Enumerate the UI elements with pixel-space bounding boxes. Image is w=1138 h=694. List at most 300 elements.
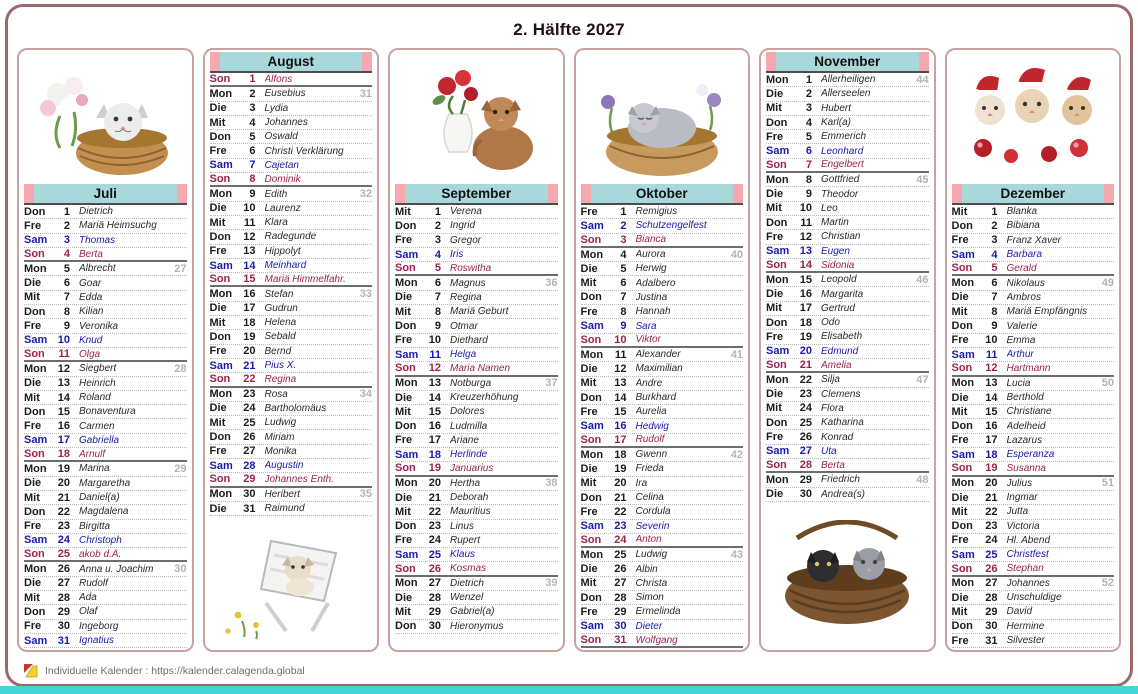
- grey-kitten: [853, 548, 885, 580]
- day-name: Adelheid: [1006, 420, 1046, 432]
- week-number: 42: [730, 448, 743, 461]
- day-name: Kilian: [79, 306, 104, 318]
- day-number: 2: [805, 87, 812, 100]
- day-number: 25: [243, 416, 256, 429]
- week-number: 40: [730, 248, 743, 261]
- day-number: 29: [428, 605, 441, 618]
- day-row: [395, 377, 558, 391]
- day-abbrev: Fre: [395, 534, 413, 547]
- day-name: Ingmar: [1006, 492, 1038, 504]
- day-abbrev: Mon: [395, 577, 418, 590]
- day-abbrev: Son: [395, 562, 416, 575]
- day-number: 21: [57, 491, 70, 504]
- day-row: [24, 348, 187, 362]
- footer: [24, 664, 305, 678]
- day-number: 7: [434, 291, 441, 304]
- day-row: [210, 102, 373, 116]
- day-name: Sidonia: [821, 259, 855, 271]
- day-number: 2: [991, 219, 998, 232]
- day-row: [210, 144, 373, 158]
- day-number: 14: [428, 391, 441, 404]
- day-name: Lydia: [264, 102, 289, 114]
- day-abbrev: Mon: [24, 563, 47, 576]
- day-abbrev: Sam: [209, 359, 233, 372]
- day-abbrev: Don: [951, 620, 973, 633]
- footer-link[interactable]: Individuelle Kalender : https://kalender.calagenda.global: [45, 665, 305, 677]
- day-abbrev: Mit: [395, 405, 411, 418]
- day-number: 27: [985, 577, 998, 590]
- day-abbrev: Mon: [395, 377, 418, 390]
- day-row: [952, 248, 1115, 262]
- day-name: Susanna: [1006, 462, 1046, 474]
- header-left-cap: [24, 184, 34, 203]
- day-number: 27: [428, 577, 441, 590]
- day-row: [395, 234, 558, 248]
- day-name: Gwenn: [635, 449, 668, 461]
- day-row: [952, 491, 1115, 505]
- day-name: Unschuldige: [1006, 592, 1062, 604]
- day-name: Celina: [635, 492, 664, 504]
- day-name: Lazarus: [1006, 434, 1043, 446]
- day-row: [952, 434, 1115, 448]
- day-number: 3: [805, 102, 812, 115]
- day-row: [766, 259, 929, 273]
- day-name: Odo: [821, 317, 840, 329]
- day-abbrev: Sam: [580, 320, 604, 333]
- day-abbrev: Sam: [951, 348, 975, 361]
- day-abbrev: Die: [766, 288, 784, 301]
- day-row: [210, 502, 373, 516]
- day-name: Johannes: [264, 117, 308, 129]
- day-row: [24, 434, 187, 448]
- day-name: Lucia: [1006, 377, 1031, 389]
- kitten-left: [971, 76, 1005, 125]
- day-number: 29: [985, 605, 998, 618]
- day-name: Anna u. Joachim: [79, 563, 154, 575]
- day-number: 22: [428, 505, 441, 518]
- day-number: 13: [428, 377, 441, 390]
- day-row: [395, 591, 558, 605]
- day-number: 27: [57, 577, 70, 590]
- day-row: [210, 273, 373, 287]
- day-name: Mariä Heimsuchg: [79, 220, 157, 232]
- day-name: Uta: [821, 445, 837, 457]
- day-name: Berthold: [1006, 392, 1044, 403]
- day-row: [581, 491, 744, 505]
- day-name: Roland: [79, 392, 111, 403]
- day-row: [952, 634, 1115, 648]
- day-name: Bibiana: [1006, 220, 1040, 232]
- day-number: 26: [614, 563, 627, 576]
- day-abbrev: Fre: [24, 520, 42, 533]
- day-row: [395, 562, 558, 576]
- day-name: Kreuzerhöhung: [450, 392, 519, 403]
- day-name: Ludwig: [264, 417, 297, 429]
- day-name: Stefan: [264, 288, 294, 300]
- day-number: 23: [57, 520, 70, 533]
- day-number: 28: [428, 591, 441, 604]
- kitten-with-rose-vase-illustration: [401, 56, 551, 180]
- day-name: Mariä Geburt: [450, 306, 509, 318]
- day-abbrev: Sam: [395, 448, 419, 461]
- day-number: 21: [614, 491, 627, 504]
- day-row: [581, 205, 744, 219]
- day-number: 19: [243, 330, 256, 343]
- day-abbrev: Fre: [209, 345, 227, 358]
- day-number: 1: [991, 205, 998, 218]
- day-number: 14: [985, 391, 998, 404]
- day-abbrev: Die: [766, 87, 784, 100]
- day-number: 11: [429, 348, 441, 361]
- header-right-cap: [733, 184, 743, 203]
- day-number: 26: [243, 431, 256, 444]
- day-abbrev: Son: [580, 634, 602, 647]
- day-name: Cajetan: [264, 159, 299, 171]
- day-row: [766, 473, 929, 487]
- day-abbrev: Fre: [209, 245, 227, 258]
- day-abbrev: Mon: [209, 87, 233, 100]
- day-name: akob d.Ä.: [79, 548, 122, 560]
- day-abbrev: Die: [951, 391, 969, 404]
- day-number: 25: [57, 548, 70, 561]
- day-row: [581, 405, 744, 419]
- day-row: [210, 345, 373, 359]
- day-row: [952, 262, 1115, 276]
- day-name: Thomas: [79, 234, 116, 246]
- day-abbrev: Die: [766, 188, 784, 201]
- day-abbrev: Mon: [580, 448, 604, 461]
- day-abbrev: Fre: [766, 431, 784, 444]
- day-number: 25: [428, 548, 441, 561]
- day-name: Elisabeth: [821, 331, 863, 343]
- day-number: 1: [805, 73, 812, 86]
- day-row: [24, 620, 187, 634]
- day-abbrev: Don: [951, 420, 973, 433]
- day-name: Gerald: [1006, 262, 1037, 274]
- month-column-september: [388, 48, 565, 652]
- day-abbrev: Don: [766, 316, 788, 329]
- day-number: 13: [243, 245, 256, 258]
- month-title: Oktober: [591, 184, 734, 203]
- day-abbrev: Don: [580, 491, 602, 504]
- header-right-cap: [177, 184, 187, 203]
- day-abbrev: Don: [395, 320, 417, 333]
- day-abbrev: Mit: [209, 116, 226, 129]
- month-column-oktober: [574, 48, 751, 652]
- day-number: 18: [57, 448, 70, 461]
- day-row: [395, 362, 558, 376]
- day-row: [24, 520, 187, 534]
- day-name: Rosa: [264, 388, 288, 400]
- day-number: 3: [991, 234, 998, 247]
- day-name: Katharina: [821, 417, 864, 429]
- day-number: 13: [985, 377, 998, 390]
- day-row: [581, 620, 744, 634]
- day-abbrev: Son: [766, 459, 787, 472]
- day-row: [395, 405, 558, 419]
- day-row: [210, 416, 373, 430]
- day-row: [210, 216, 373, 230]
- day-abbrev: Mit: [395, 205, 411, 218]
- day-abbrev: Mon: [580, 248, 604, 261]
- day-abbrev: Die: [580, 362, 598, 375]
- day-row: [581, 534, 744, 548]
- day-number: 10: [57, 334, 70, 347]
- day-abbrev: Mit: [580, 577, 597, 590]
- day-row: [581, 448, 744, 462]
- day-row: [581, 634, 744, 648]
- day-name: Marina: [79, 463, 110, 475]
- day-row: [24, 234, 187, 248]
- day-number: 14: [614, 391, 627, 404]
- day-name: Friedrich: [821, 474, 860, 486]
- day-number: 12: [243, 230, 256, 243]
- day-name: Margaretha: [79, 477, 131, 489]
- day-name: David: [1006, 606, 1033, 618]
- day-abbrev: Mit: [395, 605, 411, 618]
- day-name: Franz Xaver: [1006, 234, 1061, 246]
- week-number: 50: [1101, 377, 1114, 390]
- day-row: [210, 445, 373, 459]
- day-abbrev: Mon: [951, 577, 975, 590]
- day-number: 16: [799, 288, 812, 301]
- day-number: 29: [614, 605, 627, 618]
- day-abbrev: Don: [209, 230, 231, 243]
- day-abbrev: Die: [395, 491, 413, 504]
- day-abbrev: Don: [580, 291, 602, 304]
- daisies: [221, 606, 264, 639]
- day-number: 18: [243, 316, 256, 329]
- day-row: [766, 416, 929, 430]
- day-number: 26: [57, 563, 70, 576]
- day-name: Linus: [450, 520, 474, 532]
- day-name: Christi Verklärung: [264, 145, 344, 157]
- day-number: 5: [249, 130, 256, 143]
- day-number: 15: [428, 405, 441, 418]
- day-abbrev: Mon: [395, 477, 418, 490]
- day-row: [581, 591, 744, 605]
- day-number: 12: [799, 230, 812, 243]
- day-row: [952, 620, 1115, 634]
- day-number: 21: [985, 491, 998, 504]
- day-abbrev: Don: [24, 605, 46, 618]
- day-number: 5: [991, 262, 998, 275]
- day-name: Christfest: [1006, 549, 1049, 561]
- day-name: Herlinde: [450, 449, 488, 461]
- day-row: [210, 330, 373, 344]
- day-number: 24: [799, 402, 812, 415]
- day-row: [766, 445, 929, 459]
- day-number: 17: [985, 434, 998, 447]
- day-abbrev: Don: [951, 219, 973, 232]
- day-number: 7: [805, 158, 812, 171]
- day-abbrev: Fre: [24, 219, 42, 232]
- day-number: 20: [428, 477, 441, 490]
- month-title: November: [776, 52, 919, 71]
- day-name: Schutzengelfest: [635, 220, 707, 232]
- day-abbrev: Son: [209, 473, 231, 486]
- day-number: 14: [57, 391, 70, 404]
- day-row: [395, 219, 558, 233]
- day-row: [766, 116, 929, 130]
- day-abbrev: Fre: [580, 505, 598, 518]
- day-row: [952, 462, 1115, 476]
- day-row: [210, 259, 373, 273]
- day-row: [210, 245, 373, 259]
- day-row: [24, 276, 187, 290]
- day-row: [395, 276, 558, 290]
- kitten-in-basket-with-flowers-illustration: [30, 56, 180, 180]
- month-column-dezember: [945, 48, 1122, 652]
- day-abbrev: Son: [580, 333, 602, 346]
- day-name: Ingeborg: [79, 620, 119, 632]
- day-number: 16: [428, 420, 441, 433]
- day-row: [395, 305, 558, 319]
- day-number: 11: [614, 348, 627, 361]
- week-number: 34: [359, 388, 372, 401]
- day-name: Dolores: [450, 406, 485, 418]
- day-abbrev: Mit: [395, 505, 411, 518]
- day-number: 24: [614, 533, 627, 546]
- day-row: [210, 202, 373, 216]
- day-abbrev: Don: [24, 205, 46, 218]
- day-abbrev: Son: [209, 173, 231, 186]
- day-row: [24, 419, 187, 433]
- day-abbrev: Sam: [951, 248, 975, 261]
- day-abbrev: Son: [209, 373, 231, 386]
- day-abbrev: Mit: [766, 402, 782, 415]
- day-name: Edda: [79, 291, 103, 303]
- day-name: Amelia: [821, 359, 852, 371]
- day-name: Ira: [635, 477, 648, 489]
- day-number: 4: [63, 248, 70, 261]
- day-abbrev: Fre: [580, 305, 598, 318]
- day-row: [395, 477, 558, 491]
- day-row: [395, 548, 558, 562]
- week-number: 35: [359, 488, 372, 501]
- day-abbrev: Mon: [24, 462, 47, 475]
- day-name: Christa: [635, 577, 668, 589]
- day-name: Ermelinda: [635, 606, 681, 618]
- day-abbrev: Mon: [766, 373, 789, 386]
- day-row: [952, 605, 1115, 619]
- day-row: [210, 130, 373, 144]
- day-abbrev: Fre: [766, 330, 784, 343]
- day-abbrev: Sam: [580, 620, 604, 633]
- day-number: 8: [991, 305, 998, 318]
- day-number: 9: [63, 320, 70, 333]
- day-name: Alfons: [264, 73, 293, 85]
- day-number: 16: [57, 420, 70, 433]
- day-number: 6: [249, 145, 256, 158]
- day-name: Sebald: [264, 331, 296, 343]
- day-row: [766, 73, 929, 87]
- day-name: Olaf: [79, 606, 98, 618]
- day-row: [766, 159, 929, 173]
- day-row: [24, 577, 187, 591]
- day-row: [581, 434, 744, 448]
- day-number: 22: [614, 505, 627, 518]
- day-abbrev: Fre: [951, 534, 969, 547]
- day-name: Heinrich: [79, 377, 116, 389]
- day-number: 15: [57, 405, 70, 418]
- day-name: Sara: [635, 320, 657, 332]
- day-row: [24, 591, 187, 605]
- day-abbrev: Son: [209, 73, 231, 86]
- day-number: 6: [991, 277, 998, 290]
- day-row: [210, 287, 373, 301]
- day-number: 15: [799, 273, 812, 286]
- day-abbrev: Sam: [24, 534, 48, 547]
- day-abbrev: Sam: [951, 548, 975, 561]
- day-abbrev: Mon: [209, 488, 233, 501]
- september-kitten-photo: [395, 52, 558, 184]
- header-left-cap: [952, 184, 962, 203]
- day-number: 2: [434, 219, 441, 232]
- day-number: 2: [249, 87, 256, 100]
- july-kitten-photo: [24, 52, 187, 184]
- day-abbrev: Son: [951, 462, 973, 475]
- day-name: Hl. Abend: [1006, 534, 1051, 546]
- day-row: [581, 577, 744, 591]
- day-name: Barbara: [1006, 249, 1043, 261]
- day-row: [24, 391, 187, 405]
- day-number: 17: [799, 302, 812, 315]
- day-name: Roswitha: [450, 262, 492, 274]
- day-row: [24, 448, 187, 462]
- day-number: 30: [985, 620, 998, 633]
- day-abbrev: Don: [951, 520, 973, 533]
- day-number: 30: [428, 620, 441, 633]
- day-abbrev: Die: [24, 277, 42, 290]
- day-row: [395, 620, 558, 634]
- day-abbrev: Sam: [395, 248, 419, 261]
- day-abbrev: Don: [24, 505, 46, 518]
- day-row: [210, 87, 373, 101]
- day-row: [210, 359, 373, 373]
- day-number: 19: [799, 330, 812, 343]
- day-number: 28: [57, 591, 70, 604]
- day-row: [952, 305, 1115, 319]
- day-name: Klaus: [450, 549, 476, 561]
- day-name: Julius: [1006, 477, 1033, 489]
- day-number: 8: [249, 173, 256, 186]
- day-name: Christoph: [79, 534, 122, 546]
- day-row: [952, 276, 1115, 290]
- month-header: [766, 52, 929, 73]
- day-abbrev: Son: [951, 562, 973, 575]
- day-row: [766, 459, 929, 473]
- header-right-cap: [1104, 184, 1114, 203]
- day-abbrev: Mit: [951, 505, 968, 518]
- day-row: [581, 462, 744, 476]
- day-number: 8: [620, 305, 627, 318]
- day-abbrev: Son: [395, 262, 416, 275]
- day-name: Hannah: [635, 306, 671, 318]
- day-name: Hieronymus: [450, 620, 504, 632]
- day-number: 9: [805, 188, 812, 201]
- day-row: [395, 505, 558, 519]
- day-name: Ariane: [450, 434, 479, 446]
- day-number: 28: [243, 459, 256, 472]
- day-abbrev: Mon: [766, 73, 789, 86]
- day-abbrev: Die: [766, 388, 784, 401]
- week-number: 29: [174, 462, 187, 475]
- day-number: 5: [805, 130, 812, 143]
- day-name: Adalbero: [635, 277, 676, 289]
- day-name: Hedwig: [635, 420, 669, 432]
- day-number: 18: [985, 448, 998, 461]
